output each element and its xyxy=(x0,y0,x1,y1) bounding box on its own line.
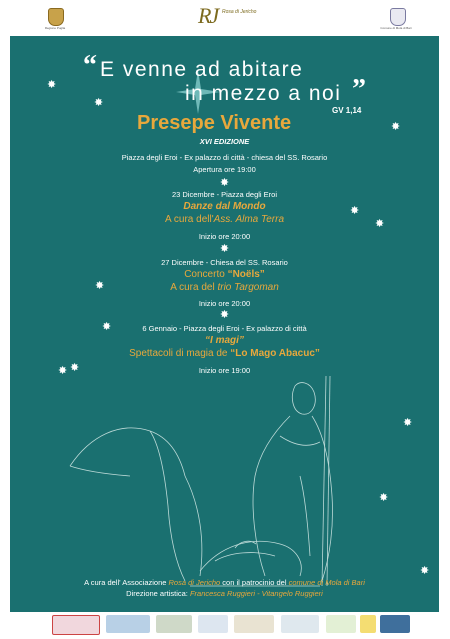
separator-star-icon: ✸ xyxy=(219,309,230,321)
event-1-date-place: 23 Dicembre - Piazza degli Eroi xyxy=(171,190,278,199)
header-bar xyxy=(0,0,450,36)
footer-prefix: A cura dell' Associazione xyxy=(84,578,169,587)
star-icon: ✸ xyxy=(379,492,389,504)
nativity-line-drawing xyxy=(50,376,350,596)
regione-caption: Regione Puglia xyxy=(44,26,66,30)
star-icon: ✸ xyxy=(58,365,68,377)
event-1-credit-prefix: A cura dell' xyxy=(165,214,214,225)
event-2-date-place: 27 Dicembre - Chiesa del SS. Rosario xyxy=(161,258,288,267)
event-2-time: Inizio ore 20:00 xyxy=(198,299,251,308)
sponsor-logo xyxy=(281,615,319,633)
title-line-2: in mezzo a noi xyxy=(185,82,342,105)
bible-reference: GV 1,14 xyxy=(332,106,362,115)
footer-directors: Francesca Ruggieri - Vitangelo Ruggieri xyxy=(189,589,323,598)
event-3-date-place: 6 Gennaio - Piazza degli Eroi - Ex palazzo di città xyxy=(142,324,307,333)
separator-star-icon: ✸ xyxy=(219,177,230,189)
event-2-title: “Noëls” xyxy=(227,269,265,280)
regione-crest-icon xyxy=(48,8,64,26)
footer-line-2 xyxy=(10,589,439,598)
rosa-di-jericho-logo xyxy=(198,3,258,33)
event-3-time: Inizio ore 19:00 xyxy=(198,366,251,375)
logo-letters: RJ xyxy=(198,3,218,28)
edition: XVI EDIZIONE xyxy=(199,137,250,146)
sponsor-logo xyxy=(360,615,376,633)
event-3-credit-prefix: Spettacoli di magia de xyxy=(129,348,231,359)
sponsor-logo xyxy=(106,615,150,633)
event-2-title-prefix: Concerto xyxy=(184,269,228,280)
sponsor-logo xyxy=(234,615,274,633)
event-2-credit-name: trio Targoman xyxy=(217,282,279,293)
star-icon: ✸ xyxy=(102,321,112,333)
footer-direction-label: Direzione artistica: xyxy=(126,589,190,598)
event-1-credit-name: Ass. Alma Terra xyxy=(213,214,284,225)
footer-association: Rosa di Jericho xyxy=(168,578,221,587)
open-quote: “ xyxy=(83,50,97,81)
sponsor-logo xyxy=(156,615,192,633)
event-1-time: Inizio ore 20:00 xyxy=(198,232,251,241)
opening-location: Piazza degli Eroi - Ex palazzo di città - chiesa del SS. Rosario xyxy=(121,153,328,162)
event-1-title: Danze dal Mondo xyxy=(183,201,266,212)
event-2-title-line xyxy=(10,269,439,280)
close-quote: ” xyxy=(352,74,366,105)
separator-star-icon: ✸ xyxy=(219,243,230,255)
star-icon: ✸ xyxy=(375,218,385,230)
star-icon: ✸ xyxy=(95,280,105,292)
event-3-title: “I magi” xyxy=(205,335,244,346)
event-3-credit xyxy=(10,348,439,359)
sponsor-logo xyxy=(198,615,228,633)
footer-line-1 xyxy=(10,578,439,587)
sponsor-logo xyxy=(380,615,410,633)
comune-crest-icon xyxy=(390,8,406,26)
star-icon: ✸ xyxy=(70,362,80,374)
footer-comune: comune di Mola di Bari xyxy=(288,578,365,587)
event-2-credit-prefix: A cura del xyxy=(170,282,218,293)
star-icon: ✸ xyxy=(350,205,360,217)
star-icon: ✸ xyxy=(403,417,413,429)
title-line-1: E venne ad abitare xyxy=(100,58,304,81)
event-name: Presepe Vivente xyxy=(137,112,292,134)
footer-middle: con il patrocinio del xyxy=(220,578,289,587)
star-icon: ✸ xyxy=(391,121,401,133)
sponsor-logo xyxy=(52,615,100,635)
event-3-credit-name: “Lo Mago Abacuc” xyxy=(230,348,320,359)
poster xyxy=(10,36,439,612)
star-icon: ✸ xyxy=(94,97,104,109)
star-icon: ✸ xyxy=(47,79,57,91)
opening-time: Apertura ore 19:00 xyxy=(193,165,256,174)
star-icon: ✸ xyxy=(420,565,430,577)
logo-text: Rosa di Jericho xyxy=(222,9,257,15)
event-2-credit xyxy=(10,282,439,293)
comune-caption: Comune di Mola di Bari xyxy=(380,26,412,30)
sponsor-logo xyxy=(326,615,356,633)
sponsor-logos xyxy=(0,612,450,639)
